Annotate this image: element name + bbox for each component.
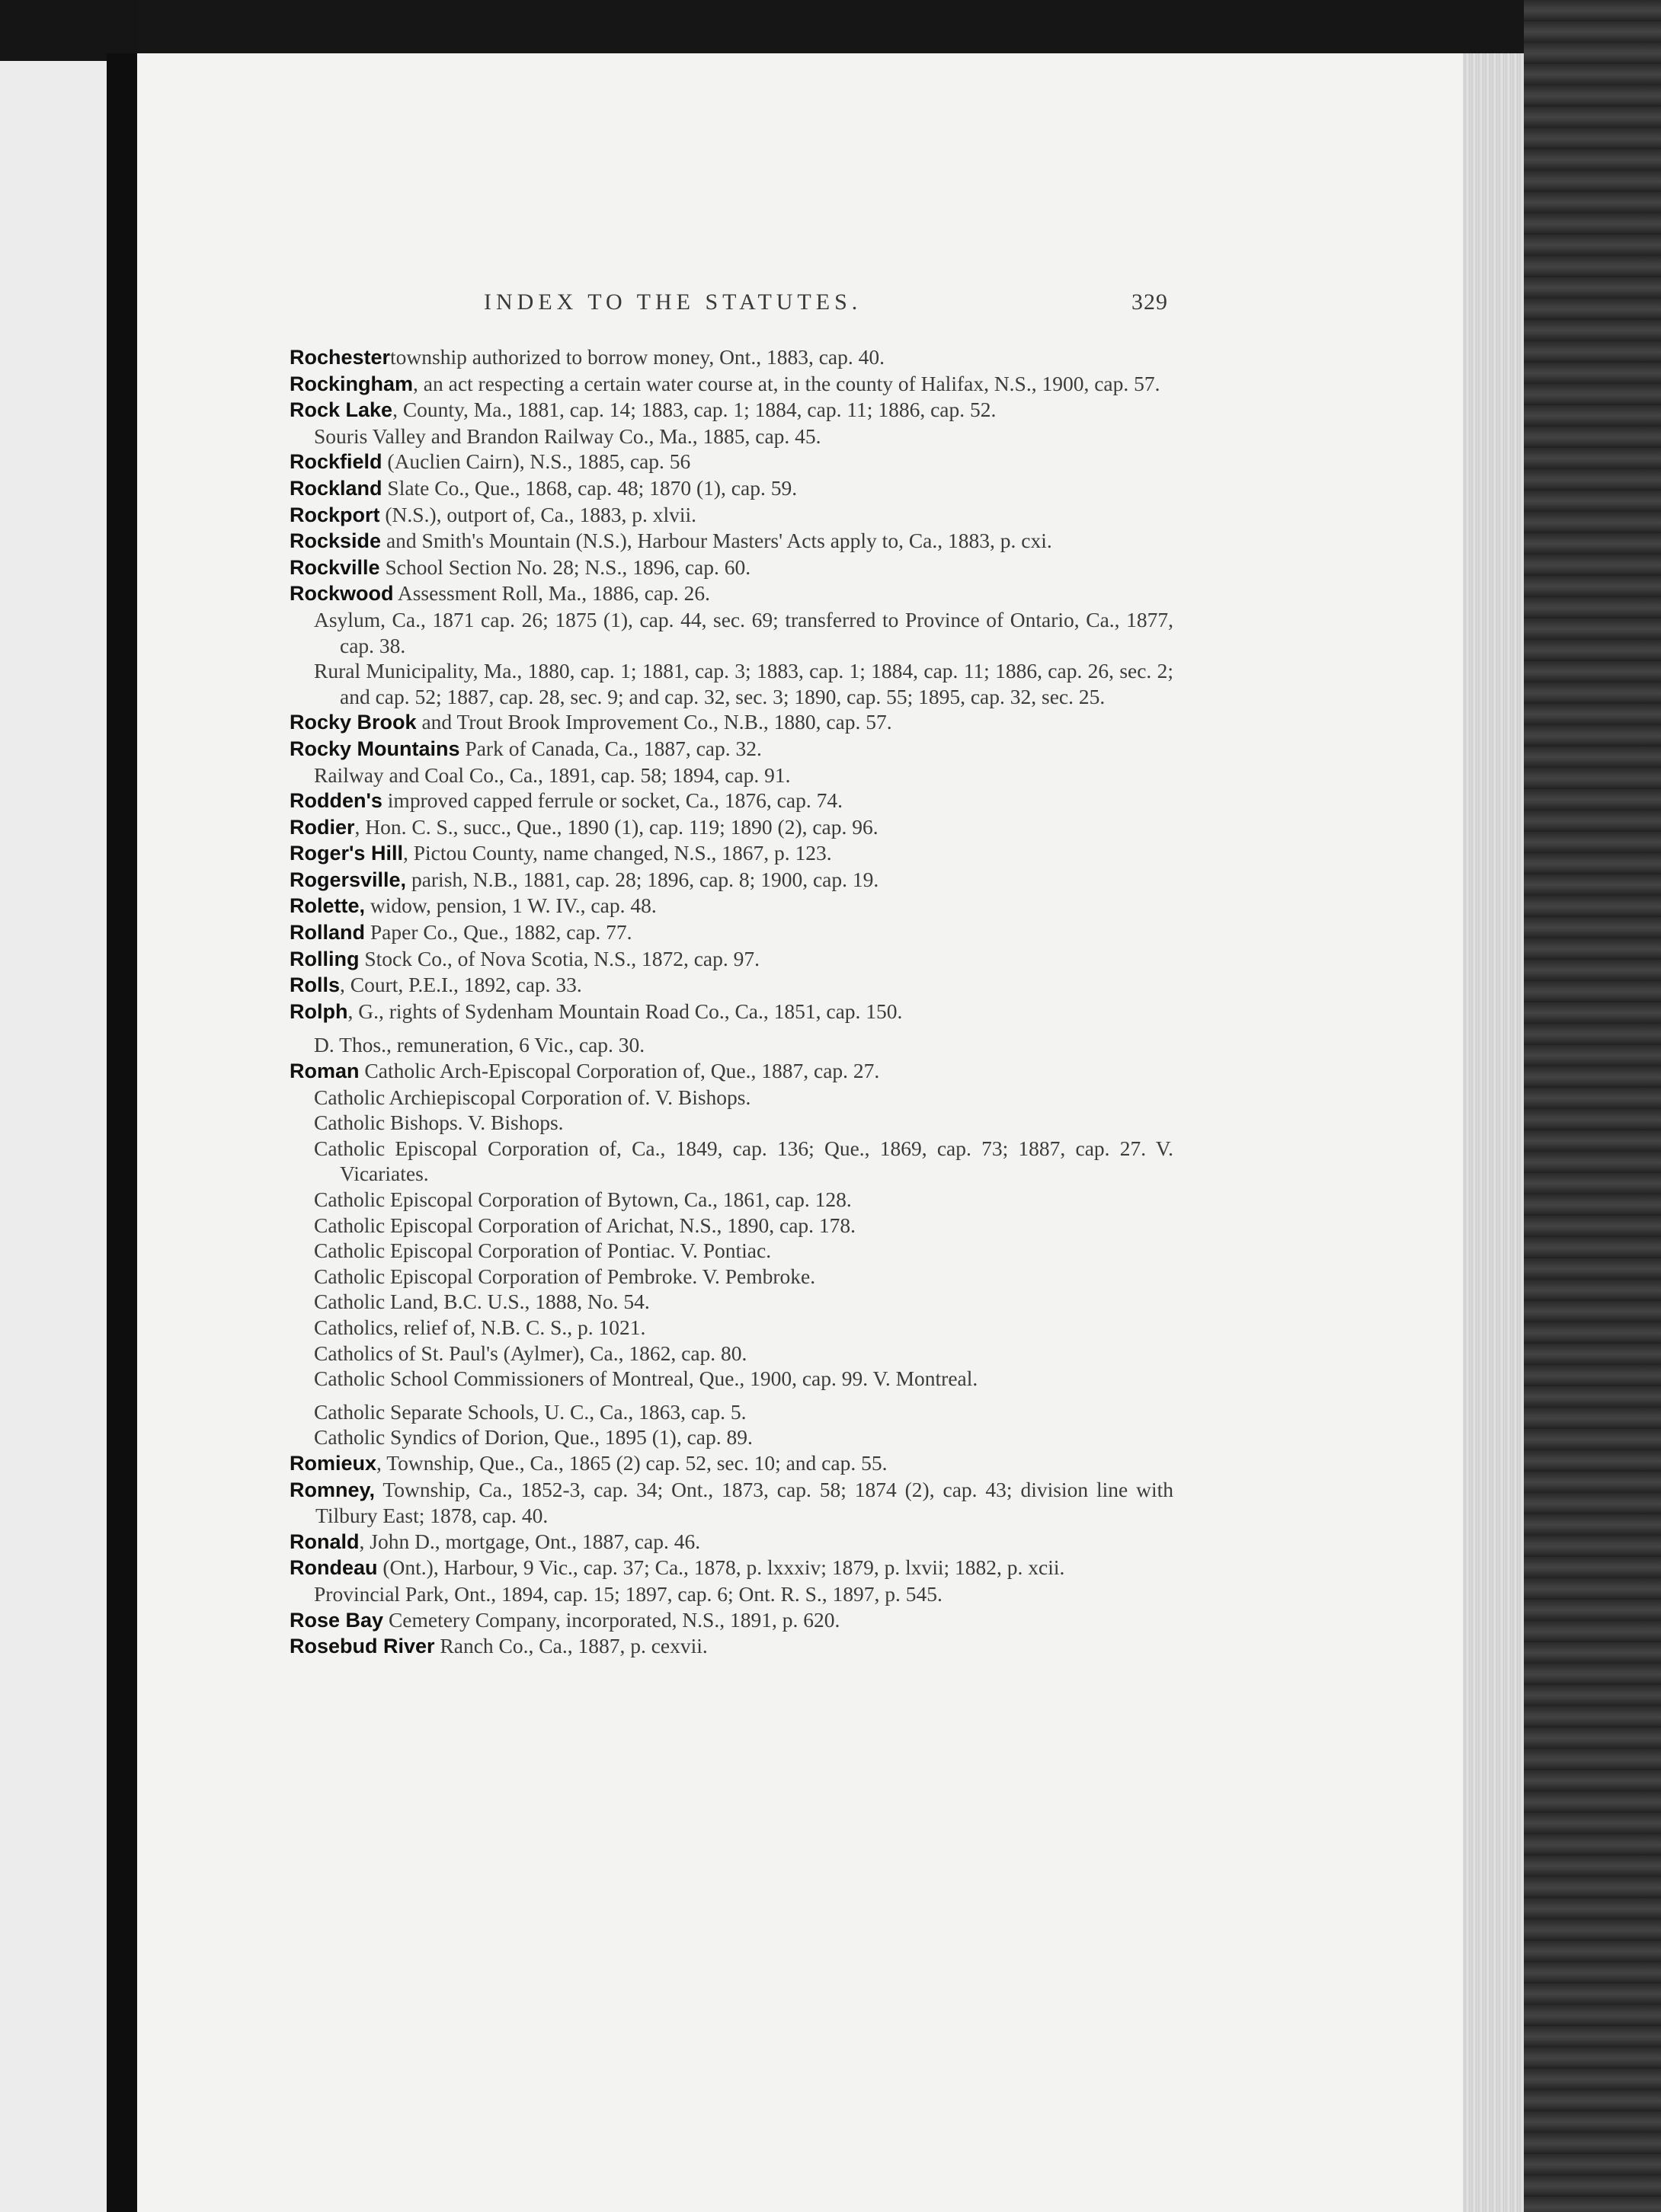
entry-text: Park of Canada, Ca., 1887, cap. 32.: [459, 736, 762, 760]
entry-headword: Rochester: [290, 346, 391, 369]
entry-text: Railway and Coal Co., Ca., 1891, cap. 58; 1894, cap. 91.: [314, 762, 791, 787]
index-entry: [290, 1477, 1173, 1529]
entry-text: (N.S.), outport of, Ca., 1883, p. xlvii.: [379, 502, 697, 526]
index-entry: [290, 344, 1173, 371]
index-entry: [290, 919, 1173, 946]
entry-headword: Rosebud River: [290, 1635, 435, 1658]
entry-text: , G., rights of Sydenham Mountain Road Co., Ca., 1851, cap. 150.: [347, 999, 903, 1023]
running-title: INDEX TO THE STATUTES.: [484, 289, 863, 315]
index-entry: [290, 475, 1173, 502]
entry-text: Slate Co., Que., 1868, cap. 48; 1870 (1), cap. 59.: [382, 475, 798, 500]
index-entry: [290, 449, 1173, 475]
index-entry: [290, 397, 1173, 424]
entry-headword: Roman: [290, 1060, 360, 1083]
entry-text: , John D., mortgage, Ont., 1887, cap. 46.: [359, 1529, 701, 1553]
index-entry: [290, 893, 1173, 919]
entry-text: Souris Valley and Brandon Railway Co., Ma., 1885, cap. 45.: [314, 424, 821, 448]
index-subentry: [290, 1581, 1173, 1607]
index-entry: [290, 1555, 1173, 1581]
entry-headword: Rolling: [290, 947, 360, 970]
entry-headword: Romney,: [290, 1478, 376, 1501]
entry-headword: Roger's Hill: [290, 842, 403, 865]
index-subentry: [290, 1136, 1173, 1187]
entry-text: and Smith's Mountain (N.S.), Harbour Masters' Acts apply to, Ca., 1883, p. cxi.: [381, 529, 1052, 553]
entry-text: , Court, P.E.I., 1892, cap. 33.: [340, 973, 582, 997]
entry-text: Catholic Episcopal Corporation of Bytown, Ca., 1861, cap. 128.: [314, 1188, 852, 1211]
entry-text: widow, pension, 1 W. IV., cap. 48.: [365, 893, 657, 918]
index-subentry: [290, 1399, 1173, 1425]
entry-headword: Rockwood: [290, 582, 394, 606]
index-subentry: [290, 1264, 1173, 1290]
index-entry: [290, 999, 1173, 1025]
entry-headword: Rocky Mountains: [290, 737, 460, 760]
entry-text: Catholics of St. Paul's (Aylmer), Ca., 1862, cap. 80.: [314, 1341, 747, 1365]
entry-headword: Rolland: [290, 921, 365, 945]
index-entries: [290, 344, 1173, 1660]
entry-text: Catholic Land, B.C. U.S., 1888, No. 54.: [314, 1290, 650, 1314]
index-entry: [290, 528, 1173, 555]
index-subentry: [290, 1110, 1173, 1136]
index-subentry: [290, 658, 1173, 709]
index-entry: [290, 1450, 1173, 1477]
entry-headword: Rock Lake: [290, 398, 393, 422]
index-subentry: [290, 1341, 1173, 1367]
entry-text: Catholic Bishops. V. Bishops.: [314, 1111, 564, 1135]
entry-text: Catholics, relief of, N.B. C. S., p. 1021.: [314, 1315, 646, 1339]
entry-text: , Pictou County, name changed, N.S., 1867, p. 123.: [402, 841, 832, 865]
index-subentry: [290, 1085, 1173, 1111]
entry-text: , County, Ma., 1881, cap. 14; 1883, cap. 1; 1884, cap. 11; 1886, cap. 52.: [392, 398, 997, 422]
book-gutter-left: [107, 53, 137, 2212]
index-entry: [290, 946, 1173, 973]
entry-text: township authorized to borrow money, Ont., 1883, cap. 40.: [390, 345, 885, 369]
scan-background-right: [1524, 0, 1661, 2212]
entry-headword: Rose Bay: [290, 1608, 384, 1632]
index-entry: [290, 709, 1173, 736]
entry-text: Catholic Arch-Episcopal Corporation of, Que., 1887, cap. 27.: [359, 1059, 880, 1083]
running-head: [347, 289, 1168, 320]
entry-text: Provincial Park, Ont., 1894, cap. 15; 1897, cap. 6; Ont. R. S., 1897, p. 545.: [314, 1581, 943, 1606]
entry-headword: Rondeau: [290, 1556, 378, 1580]
index-entry: [290, 555, 1173, 581]
index-entry: [290, 502, 1173, 529]
index-entry: [290, 814, 1173, 841]
entry-headword: Rodden's: [290, 789, 382, 813]
entry-headword: Rockport: [290, 503, 380, 526]
entry-text: Asylum, Ca., 1871 cap. 26; 1875 (1), cap. 44, sec. 69; transferred to Province of Ontario, Ca., 1877, cap. 38.: [314, 607, 1173, 657]
entry-text: (Auclien Cairn), N.S., 1885, cap. 56: [382, 449, 691, 474]
index-entry: [290, 867, 1173, 893]
entry-text: Catholic Episcopal Corporation of Pontiac. V. Pontiac.: [314, 1239, 772, 1263]
index-entry: [290, 788, 1173, 814]
entry-text: Catholic Episcopal Corporation of Arichat, N.S., 1890, cap. 178.: [314, 1213, 856, 1237]
page-fore-edge: [1463, 53, 1524, 2212]
entry-text: improved capped ferrule or socket, Ca., 1876, cap. 74.: [382, 788, 843, 813]
entry-text: Catholic Separate Schools, U. C., Ca., 1863, cap. 5.: [314, 1399, 747, 1424]
entry-headword: Romieux: [290, 1451, 377, 1475]
index-subentry: [290, 1032, 1173, 1058]
entry-text: Cemetery Company, incorporated, N.S., 1891, p. 620.: [383, 1607, 840, 1632]
index-entry: [290, 1529, 1173, 1555]
index-subentry: [290, 1424, 1173, 1450]
entry-headword: Ronald: [290, 1530, 360, 1553]
entry-text: D. Thos., remuneration, 6 Vic., cap. 30.: [314, 1033, 645, 1057]
entry-text: Catholic School Commissioners of Montreal, Que., 1900, cap. 99. V. Montreal.: [314, 1367, 978, 1391]
entry-headword: Rogersville,: [290, 868, 407, 891]
index-subentry: [290, 424, 1173, 449]
index-subentry: [290, 1213, 1173, 1239]
entry-headword: Rolls: [290, 973, 341, 997]
index-entry: [290, 1058, 1173, 1085]
index-entry: [290, 1633, 1173, 1660]
index-entry: [290, 1607, 1173, 1634]
entry-text: Rural Municipality, Ma., 1880, cap. 1; 1881, cap. 3; 1883, cap. 1; 1884, cap. 11; 1886, cap. 26, sec. 2; and cap. 52; 1887, cap. 28, sec. 9; and cap. 32, sec. 3; 1890, cap. 55; 1895, cap. 32, sec. 25.: [314, 659, 1173, 708]
entry-text: Catholic Episcopal Corporation of, Ca., 1849, cap. 136; Que., 1869, cap. 73; 1887, cap. 27. V. Vicariates.: [314, 1136, 1173, 1186]
scan-top-margin: [137, 0, 1524, 53]
entry-text: School Section No. 28; N.S., 1896, cap. 60.: [379, 555, 751, 579]
index-entry: [290, 736, 1173, 762]
page-number: 329: [1131, 289, 1168, 315]
entry-headword: Rockland: [290, 476, 382, 500]
entry-headword: Rockville: [290, 555, 380, 579]
index-subentry: [290, 1187, 1173, 1213]
entry-headword: Rolph: [290, 999, 348, 1023]
index-subentry: [290, 1366, 1173, 1392]
entry-text: , Hon. C. S., succ., Que., 1890 (1), cap. 119; 1890 (2), cap. 96.: [354, 814, 879, 839]
index-entry: [290, 580, 1173, 607]
entry-headword: Rockside: [290, 529, 382, 553]
entry-text: Catholic Archiepiscopal Corporation of. V. Bishops.: [314, 1085, 751, 1109]
index-subentry: [290, 1238, 1173, 1264]
index-entry: [290, 371, 1173, 398]
entry-headword: Rockingham: [290, 372, 414, 395]
entry-headword: Rodier: [290, 815, 355, 839]
index-subentry: [290, 762, 1173, 788]
entry-text: , Township, Que., Ca., 1865 (2) cap. 52, sec. 10; and cap. 55.: [376, 1450, 888, 1475]
entry-headword: Rocky Brook: [290, 711, 417, 734]
entry-text: Stock Co., of Nova Scotia, N.S., 1872, cap. 97.: [359, 946, 760, 970]
entry-text: and Trout Brook Improvement Co., N.B., 1880, cap. 57.: [416, 710, 892, 734]
entry-headword: Rockfield: [290, 450, 382, 474]
entry-text: Township, Ca., 1852-3, cap. 34; Ont., 1873, cap. 58; 1874 (2), cap. 43; division line with Tilbury East; 1878, cap. 40.: [315, 1477, 1173, 1528]
entry-text: Catholic Episcopal Corporation of Pembroke. V. Pembroke.: [314, 1264, 816, 1288]
index-entry: [290, 972, 1173, 999]
entry-text: parish, N.B., 1881, cap. 28; 1896, cap. 8; 1900, cap. 19.: [406, 867, 879, 891]
entry-text: Catholic Syndics of Dorion, Que., 1895 (1), cap. 89.: [314, 1425, 753, 1450]
index-subentry: [290, 1315, 1173, 1341]
entry-text: , an act respecting a certain water course at, in the county of Halifax, N.S., 1900, cap. 57.: [413, 371, 1160, 395]
entry-text: Paper Co., Que., 1882, cap. 77.: [365, 920, 632, 945]
index-subentry: [290, 607, 1173, 658]
index-entry: [290, 840, 1173, 867]
entry-headword: Rolette,: [290, 894, 366, 918]
entry-text: Assessment Roll, Ma., 1886, cap. 26.: [393, 581, 711, 606]
index-subentry: [290, 1289, 1173, 1315]
entry-text: Ranch Co., Ca., 1887, p. cexvii.: [434, 1634, 708, 1658]
facing-page-edge: [0, 61, 107, 2212]
entry-text: (Ont.), Harbour, 9 Vic., cap. 37; Ca., 1878, p. lxxxiv; 1879, p. lxvii; 1882, p. xcii.: [377, 1555, 1065, 1580]
